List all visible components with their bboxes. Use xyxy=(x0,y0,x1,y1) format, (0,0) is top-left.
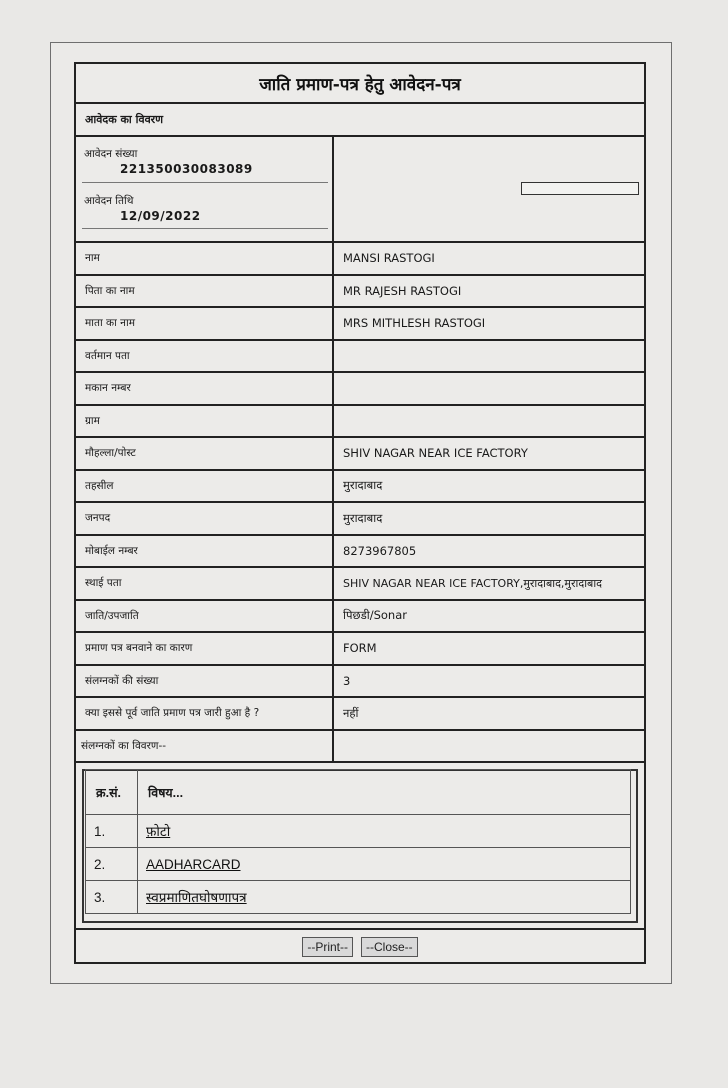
detail-row-current-address xyxy=(76,341,644,374)
attachment-link-aadharcard[interactable]: AADHARCARD xyxy=(146,856,241,872)
serial-number: 3. xyxy=(86,881,138,914)
detail-row-district xyxy=(76,503,644,536)
detail-row-reason xyxy=(76,633,644,666)
application-number: 221350030083089 xyxy=(120,162,253,176)
detail-row-caste xyxy=(76,601,644,634)
detail-row-locality-post xyxy=(76,438,644,471)
detail-row-father-name xyxy=(76,276,644,309)
detail-row-village xyxy=(76,406,644,439)
field-label: क्या इससे पूर्व जाति प्रमाण पत्र जारी हुआ है ? xyxy=(76,698,334,729)
detail-row-tehsil xyxy=(76,471,644,504)
field-value: 3 xyxy=(343,673,351,688)
photo-placeholder xyxy=(521,182,639,195)
detail-row-mother-name xyxy=(76,308,644,341)
field-value: नहीं xyxy=(343,705,359,720)
attachment-link-self-declaration[interactable]: स्वप्रमाणितघोषणापत्र xyxy=(146,890,247,905)
divider xyxy=(82,182,328,183)
attachments-table xyxy=(85,769,631,914)
attachment-cell xyxy=(138,848,631,881)
field-label: स्थाई पता xyxy=(76,568,334,599)
header-serial-number: क्र.सं. xyxy=(86,770,138,815)
detail-row-house-number xyxy=(76,373,644,406)
field-label: ग्राम xyxy=(76,406,334,437)
field-label: जनपद xyxy=(76,503,334,534)
field-value: SHIV NAGAR NEAR ICE FACTORY xyxy=(343,446,528,461)
field-label: माता का नाम xyxy=(76,308,334,339)
field-value: मुरादाबाद xyxy=(343,510,383,525)
field-label: जाति/उपजाति xyxy=(76,601,334,632)
attachments-section xyxy=(76,763,644,930)
field-label: मोबाईल नम्बर xyxy=(76,536,334,567)
photo-panel xyxy=(334,137,644,241)
application-date: 12/09/2022 xyxy=(120,209,201,223)
caste-certificate-application-form xyxy=(74,62,646,964)
field-label: पिता का नाम xyxy=(76,276,334,307)
details-rows xyxy=(76,243,644,763)
application-id-panel xyxy=(76,137,334,241)
button-bar xyxy=(76,930,644,963)
attachment-cell xyxy=(138,881,631,914)
table-row xyxy=(86,881,631,914)
field-value xyxy=(334,373,644,404)
field-value: MRS MITHLESH RASTOGI xyxy=(343,316,486,331)
field-value xyxy=(334,406,644,437)
form-title: जाति प्रमाण-पत्र हेतु आवेदन-पत्र xyxy=(76,64,644,104)
field-value: MANSI RASTOGI xyxy=(343,251,435,266)
attachments-header-row xyxy=(86,770,631,815)
field-label: संलग्नकों का विवरण-- xyxy=(76,731,334,762)
field-label: संलग्नकों की संख्या xyxy=(76,666,334,697)
detail-row-attachment-details xyxy=(76,731,644,764)
serial-number: 2. xyxy=(86,848,138,881)
divider xyxy=(82,228,328,229)
field-value: मुरादाबाद xyxy=(343,478,383,493)
attachment-cell xyxy=(138,815,631,848)
field-value xyxy=(334,731,644,762)
detail-row-previous-certificate xyxy=(76,698,644,731)
field-value: 8273967805 xyxy=(343,543,417,558)
table-row xyxy=(86,848,631,881)
field-value: पिछडी/Sonar xyxy=(343,608,407,623)
field-value: FORM xyxy=(343,641,377,656)
field-value: MR RAJESH RASTOGI xyxy=(343,283,462,298)
field-label: नाम xyxy=(76,243,334,274)
field-label: मौहल्ला/पोस्ट xyxy=(76,438,334,469)
detail-row-mobile xyxy=(76,536,644,569)
field-label: प्रमाण पत्र बनवाने का कारण xyxy=(76,633,334,664)
detail-row-name xyxy=(76,243,644,276)
header-subject: विषय... xyxy=(138,770,631,815)
field-value: SHIV NAGAR NEAR ICE FACTORY,मुरादाबाद,मुरादाबाद xyxy=(343,576,603,590)
close-button[interactable]: --Close-- xyxy=(361,937,418,957)
application-date-label: आवेदन तिथि xyxy=(84,195,134,207)
detail-row-permanent-address xyxy=(76,568,644,601)
detail-row-attachment-count xyxy=(76,666,644,699)
table-row xyxy=(86,815,631,848)
application-info-block xyxy=(76,137,644,243)
field-label: तहसील xyxy=(76,471,334,502)
serial-number: 1. xyxy=(86,815,138,848)
application-number-label: आवेदन संख्या xyxy=(84,148,138,160)
field-label: वर्तमान पता xyxy=(76,341,334,372)
section-heading-applicant-details: आवेदक का विवरण xyxy=(76,104,644,137)
attachment-link-photo[interactable]: फ़ोटो xyxy=(146,824,171,839)
field-value xyxy=(334,341,644,372)
field-label: मकान नम्बर xyxy=(76,373,334,404)
print-button[interactable]: --Print-- xyxy=(302,937,353,957)
